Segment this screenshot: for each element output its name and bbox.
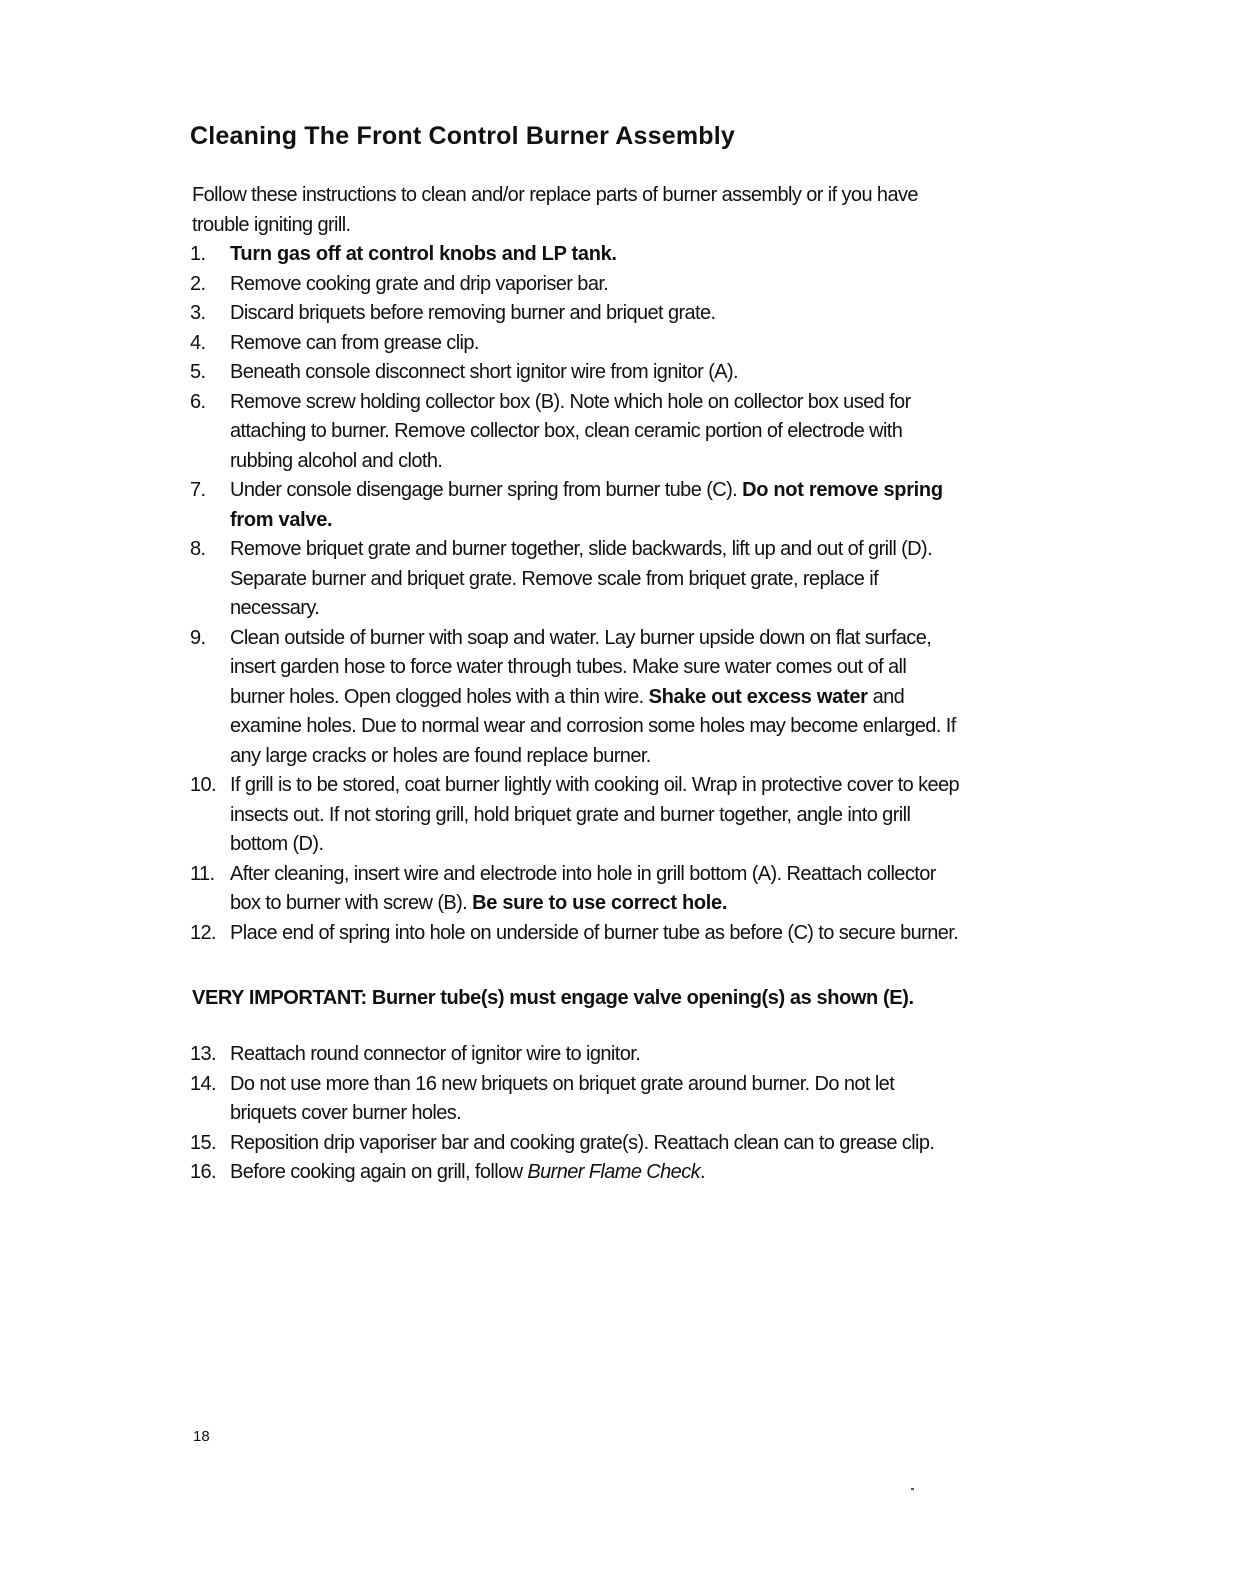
step-text-segment: . xyxy=(700,1161,705,1183)
step-item xyxy=(190,535,960,624)
step-text-bold: Do not remove spring from valve. xyxy=(230,479,943,531)
step-text xyxy=(230,624,960,772)
step-number: 4. xyxy=(190,331,206,354)
step-number: 2. xyxy=(190,272,206,295)
step-item xyxy=(190,1158,960,1188)
step-number: 11. xyxy=(190,862,215,885)
step-item xyxy=(190,771,960,860)
step-number: 16. xyxy=(190,1161,217,1183)
step-text xyxy=(230,329,960,359)
step-text-segment: Remove screw holding collector box (B). Note which hole on collector box used for attaching to burner. Remove collector box, clean ceramic portion of electrode with rubbing alcohol and cloth. xyxy=(230,390,911,472)
step-number: 9. xyxy=(190,626,206,649)
step-text-segment: Reposition drip vaporiser bar and cooking grate(s). Reattach clean can to grease clip. xyxy=(230,1131,935,1154)
scan-speck xyxy=(911,1488,914,1490)
step-item xyxy=(190,1070,960,1129)
step-text xyxy=(230,388,960,477)
step-number: 3. xyxy=(190,302,206,324)
step-item xyxy=(190,329,960,359)
step-number: 10. xyxy=(190,774,217,796)
page-title: Cleaning The Front Control Burner Assembly xyxy=(190,122,736,150)
step-item xyxy=(190,358,960,388)
step-text-segment: Under console disengage burner spring from burner tube (C). xyxy=(230,479,743,501)
step-text-segment: Remove briquet grate and burner together, slide backwards, lift up and out of grill (D). Separate burner and briquet grate. Remove scale from briquet grate, replace if necessary. xyxy=(230,538,933,619)
step-text-segment: Reattach round connector of ignitor wire to ignitor. xyxy=(230,1043,641,1065)
step-item xyxy=(190,240,960,270)
step-item xyxy=(190,476,960,535)
step-item xyxy=(190,1040,960,1070)
step-item xyxy=(190,299,960,329)
step-text xyxy=(230,1129,960,1159)
step-text-segment: and examine holes. Due to normal wear and corrosion some holes may become enlarged. If any large cracks or holes are found replace burner. xyxy=(230,685,956,767)
step-text-segment: Remove can from grease clip. xyxy=(230,331,479,354)
step-item xyxy=(190,860,960,919)
step-text xyxy=(230,860,960,919)
step-text-segment: Discard briquets before removing burner and briquet grate. xyxy=(230,302,716,324)
step-text-bold: Turn gas off at control knobs and LP tank. xyxy=(230,243,617,265)
step-number: 12. xyxy=(190,921,217,944)
step-number: 13. xyxy=(190,1043,217,1065)
step-text-segment: Before cooking again on grill, follow xyxy=(230,1161,528,1183)
step-number: 7. xyxy=(190,479,206,501)
step-item xyxy=(190,624,960,772)
step-item xyxy=(190,388,960,477)
step-number: 8. xyxy=(190,538,206,560)
step-text xyxy=(230,270,960,300)
step-item xyxy=(190,270,960,300)
step-item xyxy=(190,1129,960,1159)
step-text-segment: After cleaning, insert wire and electrode into hole in grill bottom (A). Reattach collector box to burner with screw (B). xyxy=(230,862,936,914)
step-text xyxy=(230,1040,960,1070)
page-number: 18 xyxy=(193,1428,210,1445)
step-text xyxy=(230,299,960,329)
step-text-segment: Clean outside of burner with soap and water. Lay burner upside down on flat surface, insert garden hose to force water through tubes. Make sure water comes out of all burner holes. Open clogged holes with a thin wire. xyxy=(230,626,932,708)
step-number: 15. xyxy=(190,1131,217,1154)
step-number: 1. xyxy=(190,243,206,265)
step-number: 6. xyxy=(190,390,206,413)
step-text-italic: Burner Flame Check xyxy=(527,1161,700,1183)
step-text-segment: Place end of spring into hole on underside of burner tube as before (C) to secure burner. xyxy=(230,921,959,944)
step-text xyxy=(230,535,960,624)
very-important-note: VERY IMPORTANT: Burner tube(s) must engage valve opening(s) as shown (E). xyxy=(192,987,914,1009)
step-number: 14. xyxy=(190,1072,217,1095)
step-text-bold: Shake out excess water xyxy=(648,685,868,708)
step-text-segment: Beneath console disconnect short ignitor wire from ignitor (A). xyxy=(230,361,739,383)
step-number: 5. xyxy=(190,361,206,383)
step-text-bold: Be sure to use correct hole. xyxy=(472,892,728,914)
step-text xyxy=(230,1070,960,1129)
step-text-segment: Do not use more than 16 new briquets on briquet grate around burner. Do not let briquets cover burner holes. xyxy=(230,1072,895,1124)
step-text xyxy=(230,771,960,860)
step-text xyxy=(230,476,960,535)
step-text-segment: Remove cooking grate and drip vaporiser bar. xyxy=(230,272,609,295)
steps-list-part2 xyxy=(190,1040,960,1188)
step-item xyxy=(190,919,960,949)
step-text xyxy=(230,240,960,270)
step-text-segment: If grill is to be stored, coat burner lightly with cooking oil. Wrap in protective cover to keep insects out. If not storing grill, hold briquet grate and burner together, angle into grill bottom (D). xyxy=(230,774,960,855)
intro-paragraph: Follow these instructions to clean and/or replace parts of burner assembly or if you have trouble igniting grill. xyxy=(192,184,918,236)
step-text xyxy=(230,919,960,949)
step-text xyxy=(230,358,960,388)
steps-list-part1 xyxy=(190,240,960,948)
step-text xyxy=(230,1158,960,1188)
